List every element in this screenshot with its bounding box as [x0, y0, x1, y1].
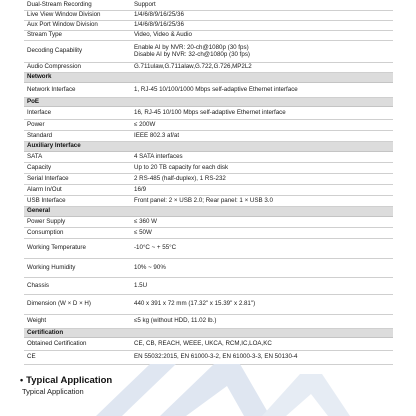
spec-row: [24, 216, 393, 227]
spec-value: [131, 40, 393, 62]
spec-value-line: Support: [134, 1, 156, 9]
spec-label: Audio Compression: [24, 62, 131, 72]
spec-label: Stream Type: [24, 30, 131, 40]
section-title: Network: [24, 72, 393, 82]
spec-row: [24, 151, 393, 162]
watermark-chevron-right: [262, 374, 350, 416]
spec-row: [24, 40, 393, 62]
spec-label: Power: [24, 119, 131, 130]
spec-label: Consumption: [24, 227, 131, 238]
typical-application-subtitle: Typical Application: [22, 387, 84, 396]
spec-table-body: [24, 0, 393, 364]
spec-value-line: 440 x 391 x 72 mm (17.32" x 15.39" x 2.81"): [134, 300, 256, 308]
spec-table: [24, 0, 393, 365]
spec-value-line: 4 SATA interfaces: [134, 152, 183, 160]
spec-row: [24, 162, 393, 173]
spec-label: USB Interface: [24, 195, 131, 206]
spec-value: [131, 173, 393, 184]
spec-value-line: 1/4/6/8/9/16/25/36: [134, 11, 184, 19]
spec-value-line: 10% ~ 90%: [134, 263, 166, 271]
spec-value: [131, 151, 393, 162]
section-title: Auxiliary Interface: [24, 141, 393, 151]
spec-value: [131, 20, 393, 30]
spec-row: [24, 0, 393, 10]
spec-value: [131, 314, 393, 328]
spec-row: [24, 337, 393, 350]
spec-label: Interface: [24, 106, 131, 119]
spec-value-line: 16/9: [134, 185, 147, 193]
spec-row: [24, 20, 393, 30]
spec-label: Power Supply: [24, 216, 131, 227]
spec-row: [24, 82, 393, 97]
spec-row: [24, 258, 393, 277]
spec-label: Working Humidity: [24, 258, 131, 277]
spec-value: [131, 82, 393, 97]
section-header-certification: [24, 328, 393, 337]
spec-value-line: 16, RJ-45 10/100 Mbps self-adaptive Ethernet interface: [134, 108, 286, 116]
spec-value: [131, 0, 393, 10]
spec-value-line: -10°C ~ + 55°C: [134, 244, 177, 252]
spec-value-line: ≤ 200W: [134, 120, 156, 128]
spec-row: [24, 314, 393, 328]
spec-label: Serial Interface: [24, 173, 131, 184]
spec-value: [131, 30, 393, 40]
spec-value-line: Video, Video & Audio: [134, 31, 192, 39]
spec-row: [24, 106, 393, 119]
spec-value: [131, 130, 393, 141]
spec-row: [24, 130, 393, 141]
spec-label: CE: [24, 350, 131, 364]
spec-value-line: Front panel: 2 × USB 2.0; Rear panel: 1 × USB 3.0: [134, 196, 273, 204]
section-title: Certification: [24, 328, 393, 337]
spec-row: [24, 10, 393, 20]
typical-application-heading: [20, 375, 112, 386]
section-header-auxiliary-interface: [24, 141, 393, 151]
bullet-icon: •: [20, 375, 24, 385]
spec-value-line: IEEE 802.3 af/at: [134, 131, 180, 139]
spec-label: Live View Window Division: [24, 10, 131, 20]
spec-value-line: 1, RJ-45 10/100/1000 Mbps self-adaptive Ethernet interface: [134, 85, 298, 93]
spec-value: [131, 258, 393, 277]
spec-value: [131, 277, 393, 294]
section-title: General: [24, 206, 393, 216]
spec-row: [24, 294, 393, 314]
spec-label: Dimension (W × D × H): [24, 294, 131, 314]
spec-value: [131, 216, 393, 227]
spec-value: [131, 184, 393, 195]
spec-value: [131, 227, 393, 238]
section-header-general: [24, 206, 393, 216]
spec-value-line: Disable AI by NVR: 32-ch@1080p (30 fps): [134, 51, 250, 58]
spec-value: [131, 337, 393, 350]
spec-row: [24, 238, 393, 258]
spec-label: Working Temperature: [24, 238, 131, 258]
spec-label: Decoding Capability: [24, 40, 131, 62]
spec-value: [131, 62, 393, 72]
spec-row: [24, 184, 393, 195]
section-title: PoE: [24, 97, 393, 106]
spec-value-line: EN 55032:2015, EN 61000-3-2, EN 61000-3-3, EN 50130-4: [134, 353, 298, 361]
spec-label: SATA: [24, 151, 131, 162]
spec-row: [24, 195, 393, 206]
spec-value-line: G.711ulaw,G.711alaw,G.722,G.726,MP2L2: [134, 63, 252, 71]
spec-label: Network Interface: [24, 82, 131, 97]
section-header-poe: [24, 97, 393, 106]
spec-row: [24, 173, 393, 184]
spec-row: [24, 227, 393, 238]
spec-value-line: Up to 20 TB capacity for each disk: [134, 163, 229, 171]
spec-value-line: ≤ 360 W: [134, 217, 157, 225]
spec-label: Chassis: [24, 277, 131, 294]
spec-value: [131, 195, 393, 206]
spec-value-line: 1.5U: [134, 281, 148, 289]
spec-label: Weight: [24, 314, 131, 328]
spec-value-line: Enable AI by NVR: 20-ch@1080p (30 fps): [134, 43, 249, 51]
section-header-network: [24, 72, 393, 82]
spec-value-line: CE, CB, REACH, WEEE, UKCA, RCM,IC,LOA,KC: [134, 339, 272, 347]
spec-value-line: ≤ 50W: [134, 228, 152, 236]
spec-row: [24, 30, 393, 40]
spec-value-line: ≤5 kg (without HDD, 11.02 lb.): [134, 317, 217, 325]
watermark-chevron-mid: [160, 364, 270, 416]
spec-value: [131, 294, 393, 314]
spec-value-line: 2 RS-485 (half-duplex), 1 RS-232: [134, 174, 226, 182]
spec-label: Capacity: [24, 162, 131, 173]
spec-value-line: 1/4/6/8/9/16/25/36: [134, 21, 184, 29]
spec-label: Obtained Certification: [24, 337, 131, 350]
spec-label: Standard: [24, 130, 131, 141]
spec-value: [131, 106, 393, 119]
spec-value: [131, 162, 393, 173]
spec-row: [24, 119, 393, 130]
spec-label: Alarm In/Out: [24, 184, 131, 195]
spec-label: Aux Port Window Division: [24, 20, 131, 30]
spec-value: [131, 119, 393, 130]
spec-row: [24, 277, 393, 294]
spec-value: [131, 10, 393, 20]
spec-label: Dual-Stream Recording: [24, 0, 131, 10]
spec-row: [24, 62, 393, 72]
watermark-chevron-left: [96, 364, 176, 416]
typical-application-title: Typical Application: [26, 375, 113, 386]
spec-value: [131, 238, 393, 258]
